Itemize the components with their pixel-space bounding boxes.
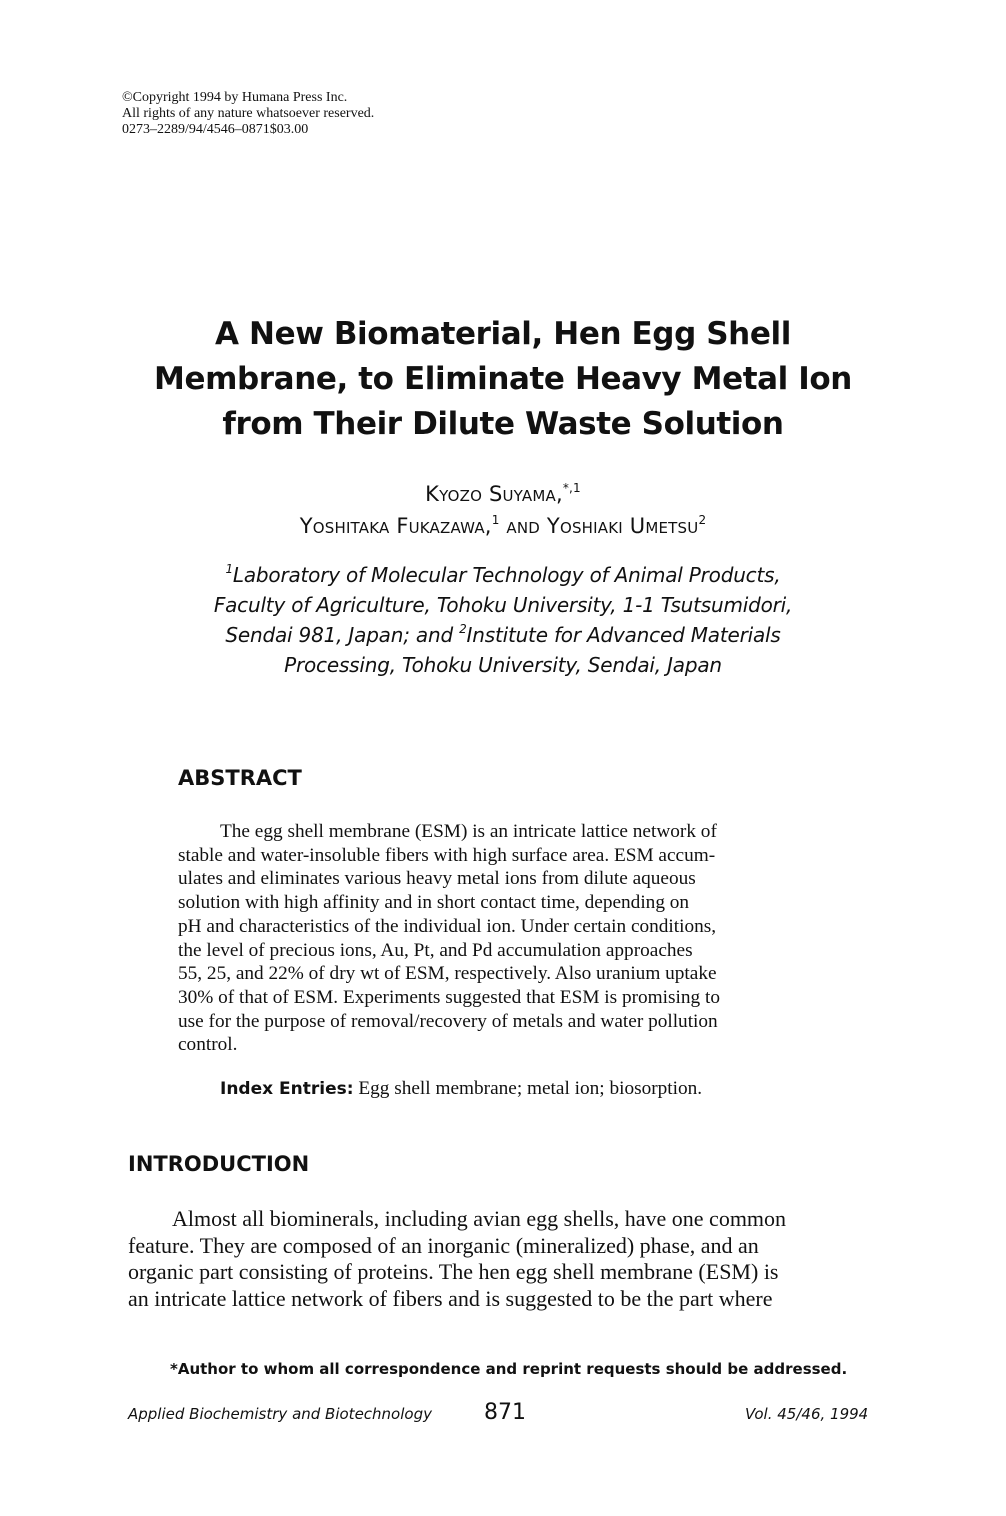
paper-title bbox=[103, 312, 903, 447]
index-entries-label: Index Entries: bbox=[220, 1079, 354, 1099]
author-mark: 2 bbox=[698, 513, 707, 527]
abstract-line: use for the purpose of removal/recovery of metals and water pollution bbox=[178, 1010, 718, 1032]
author-line-2 bbox=[103, 510, 903, 542]
author-connector: and bbox=[499, 514, 547, 538]
abstract-line: 30% of that of ESM. Experiments suggested that ESM is promising to bbox=[178, 986, 720, 1008]
abstract-body bbox=[178, 820, 828, 1057]
abstract-line: solution with high affinity and in short contact time, depending on bbox=[178, 892, 690, 914]
abstract-line: ulates and eliminates various heavy metal ions from dilute aqueous bbox=[178, 868, 696, 890]
abstract-line: pH and characteristics of the individual ion. Under certain conditions, bbox=[178, 915, 717, 937]
author-name: Yoshitaka Fukazawa, bbox=[299, 514, 492, 538]
copyright-block bbox=[122, 90, 582, 138]
issn-line: 0273–2289/94/4546–0871$03.00 bbox=[122, 122, 309, 137]
correspondence-footnote: *Author to whom all correspondence and reprint requests should be addressed. bbox=[170, 1360, 848, 1378]
volume-info: Vol. 45/46, 1994 bbox=[745, 1405, 869, 1423]
affiliations bbox=[103, 560, 903, 680]
author-name: Kyozo Suyama, bbox=[425, 482, 563, 506]
introduction-heading: INTRODUCTION bbox=[128, 1152, 310, 1176]
affiliation-mark: 1 bbox=[225, 562, 233, 576]
author-line-1 bbox=[103, 478, 903, 510]
affiliation-mark: 2 bbox=[459, 622, 467, 636]
author-mark: *,1 bbox=[562, 481, 581, 495]
introduction-body bbox=[128, 1206, 888, 1312]
affiliation-line: Sendai 981, Japan; and $^2$Institute for Advanced Materials bbox=[225, 622, 781, 647]
title-line: from Their Dilute Waste Solution bbox=[222, 406, 784, 442]
intro-line: feature. They are composed of an inorganic (mineralized) phase, and an bbox=[128, 1232, 759, 1258]
abstract-line: the level of precious ions, Au, Pt, and Pd accumulation approaches bbox=[178, 939, 693, 961]
abstract-line: 55, 25, and 22% of dry wt of ESM, respectively. Also uranium uptake bbox=[178, 963, 717, 985]
author-name: Yoshiaki Umetsu bbox=[546, 514, 699, 538]
page-number: 871 bbox=[484, 1400, 526, 1425]
index-entries bbox=[220, 1078, 702, 1100]
abstract-line: The egg shell membrane (ESM) is an intricate lattice network of bbox=[220, 821, 717, 842]
intro-line: Almost all biominerals, including avian egg shells, have one common bbox=[172, 1206, 787, 1231]
journal-name: Applied Biochemistry and Biotechnology bbox=[128, 1405, 432, 1423]
abstract-line: stable and water-insoluble fibers with high surface area. ESM accum- bbox=[178, 844, 716, 866]
abstract-heading: ABSTRACT bbox=[178, 766, 302, 790]
rights-line: All rights of any nature whatsoever reserved. bbox=[122, 106, 375, 121]
title-line: Membrane, to Eliminate Heavy Metal Ion bbox=[154, 361, 852, 397]
intro-line: an intricate lattice network of fibers and is suggested to be the part where bbox=[128, 1285, 773, 1311]
intro-line: organic part consisting of proteins. The hen egg shell membrane (ESM) is bbox=[128, 1259, 779, 1285]
affiliation-line: Processing, Tohoku University, Sendai, Japan bbox=[284, 653, 722, 677]
abstract-line: control. bbox=[178, 1034, 238, 1056]
affiliation-line: $^1$Laboratory of Molecular Technology of Animal Products, bbox=[225, 562, 781, 587]
affiliation-line: Faculty of Agriculture, Tohoku University, 1-1 Tsutsumidori, bbox=[213, 593, 793, 617]
author-mark: 1 bbox=[491, 513, 500, 527]
copyright-line: ©Copyright 1994 by Humana Press Inc. bbox=[122, 90, 348, 105]
author-list bbox=[103, 478, 903, 542]
index-entries-text: Egg shell membrane; metal ion; biosorption. bbox=[353, 1078, 703, 1099]
title-line: A New Biomaterial, Hen Egg Shell bbox=[215, 316, 791, 352]
